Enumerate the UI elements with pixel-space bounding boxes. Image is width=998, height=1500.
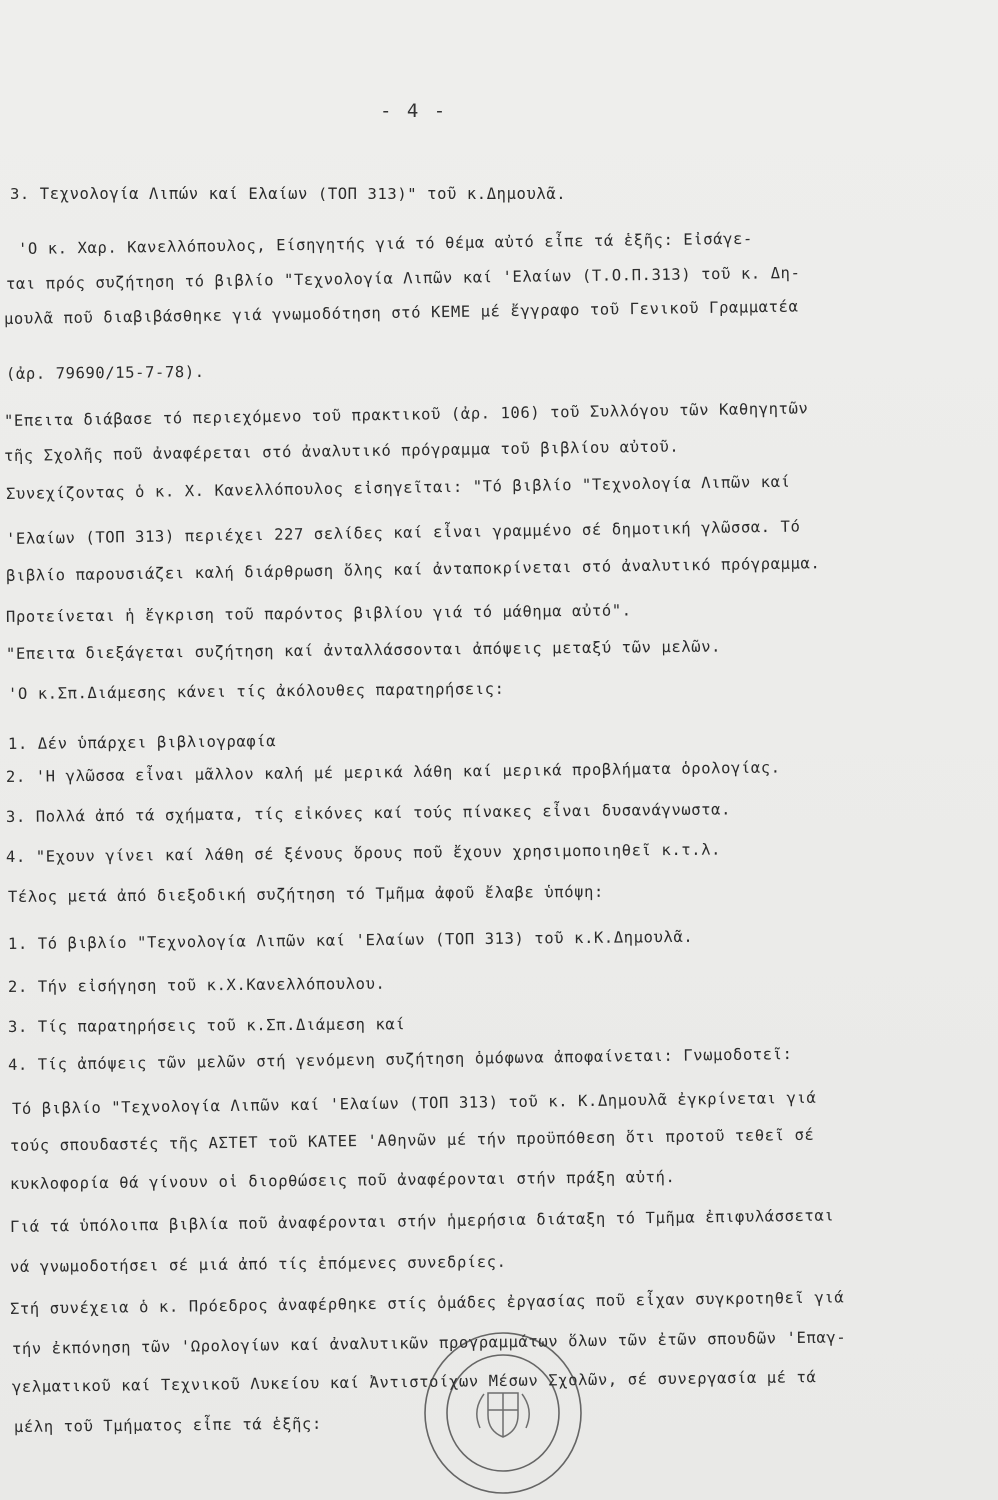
text-line: 3. Τίς παρατηρήσεις τοῦ κ.Σπ.Διάμεση καί (7, 1015, 406, 1036)
text-line: Γιά τά ὑπόλοιπα βιβλία ποῦ ἀναφέρονται στήν ἡμερήσια διάταξη τό Τμῆμα ἐπιφυλάσσεται (9, 1206, 835, 1236)
text-line: Προτείνεται ἡ ἔγκριση τοῦ παρόντος βιβλίου γιά τό μάθημα αὐτό". (5, 601, 632, 626)
text-line: μέλη τοῦ Τμήματος εἶπε τά ἑξῆς: (13, 1414, 322, 1436)
text-line: 1. Δέν ὑπάρχει βιβλιογραφία (7, 732, 277, 753)
text-line: 2. 'Η γλῶσσα εἶναι μᾶλλον καλή μέ μερικά λάθη καί μερικά προβλήματα ὁρολογίας. (5, 758, 781, 786)
text-line: 1. Τό βιβλίο "Τεχνολογία Λιπῶν καί 'Ελαίων (ΤΟΠ 313) τοῦ κ.Κ.Δημουλᾶ. (7, 927, 694, 953)
text-line: 'Ο κ. Χαρ. Κανελλόπουλος, Είσηγητής γιά τό θέμα αὐτό εἶπε τά ἑξῆς: Εἰσάγε- (17, 229, 754, 258)
text-line: 'Ο κ.Σπ.Διάμεσης κάνει τίς ἀκόλουθες παρατηρήσεις: (7, 679, 505, 703)
text-line: Συνεχίζοντας ὁ κ. Χ. Κανελλόπουλος εἰσηγεῖται: "Τό βιβλίο "Τεχνολογία Λιπῶν καί (5, 472, 791, 503)
official-seal (418, 1318, 588, 1498)
text-line: 2. Τήν εἰσήγηση τοῦ κ.Χ.Κανελλόπουλου. (7, 974, 386, 996)
text-line: 'Ελαίων (ΤΟΠ 313) περιέχει 227 σελίδες καί εἶναι γραμμένο σέ δημοτική γλῶσσα. Τό (5, 517, 801, 548)
text-line: βιβλίο παρουσιάζει καλή διάρθρωση ὅλης καί ἀνταποκρίνεται στό ἀναλυτικό πρόγραμμα. (5, 554, 821, 585)
text-line: τῆς Σχολῆς ποῦ ἀναφέρεται στό ἀναλυτικό πρόγραμμα τοῦ βιβλίου αὐτοῦ. (3, 437, 680, 465)
text-line: Στή συνέχεια ὁ κ. Πρόεδρος ἀναφέρθηκε στίς ὁμάδες ἐργασίας ποῦ εἶχαν συγκροτηθεῖ γιά (9, 1288, 845, 1318)
text-line: 4. "Εχουν γίνει καί λάθη σέ ξένους ὅρους ποῦ ἔχουν χρησιμοποιηθεῖ κ.τ.λ. (5, 840, 722, 866)
text-line: 4. Τίς ἀπόψεις τῶν μελῶν στή γενόμενη συζήτηση ὁμόφωνα ἀποφαίνεται: Γνωμοδοτεῖ: (7, 1045, 793, 1074)
text-line: Τό βιβλίο "Τεχνολογία Λιπῶν καί 'Ελαίων (ΤΟΠ 313) τοῦ κ. Κ.Δημουλᾶ ἐγκρίνεται γιά (11, 1088, 817, 1118)
text-line: 3. Τεχνολογία Λιπών καί Ελαίων (ΤΟΠ 313)" τοῦ κ.Δημουλᾶ. (10, 185, 567, 203)
text-line: τήν ἐκπόνηση τῶν 'Ωρολογίων καί ἀναλυτικῶν προγραμμάτων ὅλων τῶν ἐτῶν σπουδῶν 'Επαγ- (11, 1328, 847, 1358)
text-line: (ἀρ. 79690/15-7-78). (5, 362, 205, 383)
text-line: Τέλος μετά ἀπό διεξοδική συζήτηση τό Τμῆμα ἀφοῦ ἔλαβε ὑπόψη: (7, 882, 604, 906)
text-line: μουλᾶ ποῦ διαβιβάσθηκε γιά γνωμοδότηση στό ΚΕΜΕ μέ ἔγγραφο τοῦ Γενικοῦ Γραμματέα (3, 297, 799, 328)
text-line: ται πρός συζήτηση τό βιβλίο "Τεχνολογία Λιπῶν καί 'Ελαίων (Τ.Ο.Π.313) τοῦ κ. Δη- (5, 263, 801, 293)
text-line: γελματικοῦ καί Τεχνικοῦ Λυκείου καί Ἀντιστοίχων Μέσων Σχολῶν, σέ συνεργασία μέ τά (11, 1368, 817, 1396)
text-line: κυκλοφορία θά γίνουν οἱ διορθώσεις ποῦ ἀναφέρονται στήν πράξη αὐτή. (9, 1168, 676, 1193)
text-line: τούς σπουδαστές τῆς ΑΣΤΕΤ τοῦ ΚΑΤΕΕ 'Αθηνῶν μέ τήν προϋπόθεση ὅτι προτοῦ τεθεῖ σέ (9, 1125, 815, 1155)
text-line: "Επειτα διεξάγεται συζήτηση καί ἀνταλλάσσονται ἀπόψεις μεταξύ τῶν μελῶν. (5, 637, 722, 663)
text-line: 3. Πολλά ἀπό τά σχήματα, τίς εἰκόνες καί τούς πίνακες εἶναι δυσανάγνωστα. (5, 800, 732, 826)
page-number: - 4 - (380, 100, 448, 122)
text-line: νά γνωμοδοτήσει σέ μιά ἀπό τίς ἑπόμενες συνεδρίες. (9, 1252, 507, 1276)
text-line: "Επειτα διάβασε τό περιεχόμενο τοῦ πρακτικοῦ (ἀρ. 106) τοῦ Συλλόγου τῶν Καθηγητῶν (3, 399, 809, 430)
